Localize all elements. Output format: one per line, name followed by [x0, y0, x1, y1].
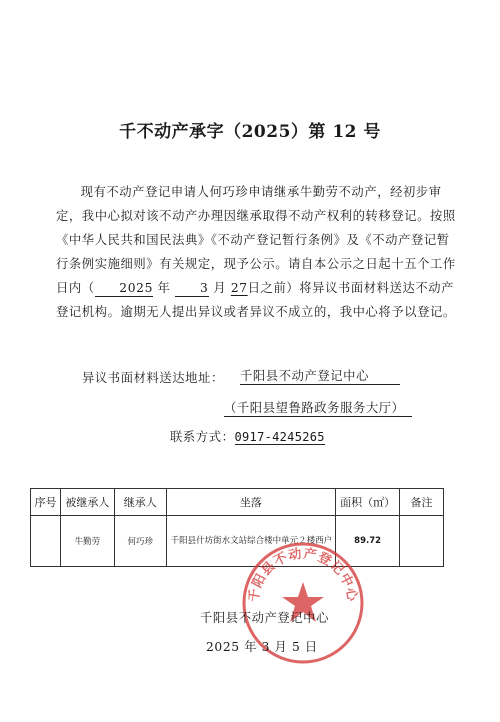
seal-text: 千阳县不动产登记中心: [246, 546, 360, 604]
header-no: 序号: [31, 489, 61, 516]
registration-table: [30, 488, 444, 567]
title-number: 12: [332, 122, 357, 142]
page-title: [0, 117, 500, 142]
header-decedent: 被继承人: [60, 489, 114, 516]
paragraph-end: 日之前）将异议书面材料送达不动产登记机构。逾期无人提出异议或者异议不成立的，我中心将予以登记。: [56, 281, 456, 319]
header-area: 面积（㎡）: [336, 489, 400, 516]
title-suffix: 号: [357, 122, 381, 142]
header-location: 坐落: [166, 489, 336, 516]
deadline-day: 27: [230, 281, 248, 295]
contact-label: 联系方式：: [170, 430, 235, 444]
title-prefix: 千不动产承字（: [119, 122, 242, 142]
address-label: 异议书面材料送达地址：: [82, 371, 224, 385]
cell-note: [400, 516, 444, 567]
address-line-2: （千阳县望鲁路政务服务大厅）: [224, 400, 412, 417]
contact-phone: 0917-4245265: [234, 430, 325, 444]
notice-paragraph: [56, 180, 456, 324]
notice-body: [56, 180, 456, 324]
header-note: 备注: [400, 489, 444, 516]
cell-decedent: 牛勤劳: [60, 516, 114, 567]
table-header-row: [31, 489, 444, 516]
address-line-1: 千阳县不动产登记中心: [240, 368, 400, 385]
table-row: [31, 516, 444, 567]
signature-date: 2025 年 3 月 5 日: [206, 640, 318, 654]
year-unit: 年: [153, 281, 171, 295]
deadline-year: 2025: [95, 280, 153, 297]
cell-location: 千阳县什坊街水文站综合楼中单元２楼西户: [166, 516, 336, 567]
title-mid: ）第: [290, 122, 333, 142]
cell-area: 89.72: [336, 516, 400, 567]
cell-no: [31, 516, 61, 567]
contact-info: [170, 427, 325, 445]
month-unit: 月: [208, 281, 227, 295]
header-heir: 继承人: [114, 489, 166, 516]
title-year: 2025: [241, 122, 291, 142]
deadline-month: 3: [175, 280, 209, 297]
signature-organization: 千阳县不动产登记中心: [200, 611, 329, 625]
paragraph-text: 现有不动产登记申请人何巧珍申请继承牛勤劳不动产，经初步审定，我中心拟对该不动产办理因继承取得不动产权利的转移登记。按照《中华人民共和国民法典》《不动产登记暂行条例》及《不动产登记暂行条例实施细则》有关规定，现予公示。请自本公示之日起十五个工作日内（: [56, 185, 456, 295]
cell-heir: 何巧珍: [114, 516, 166, 567]
